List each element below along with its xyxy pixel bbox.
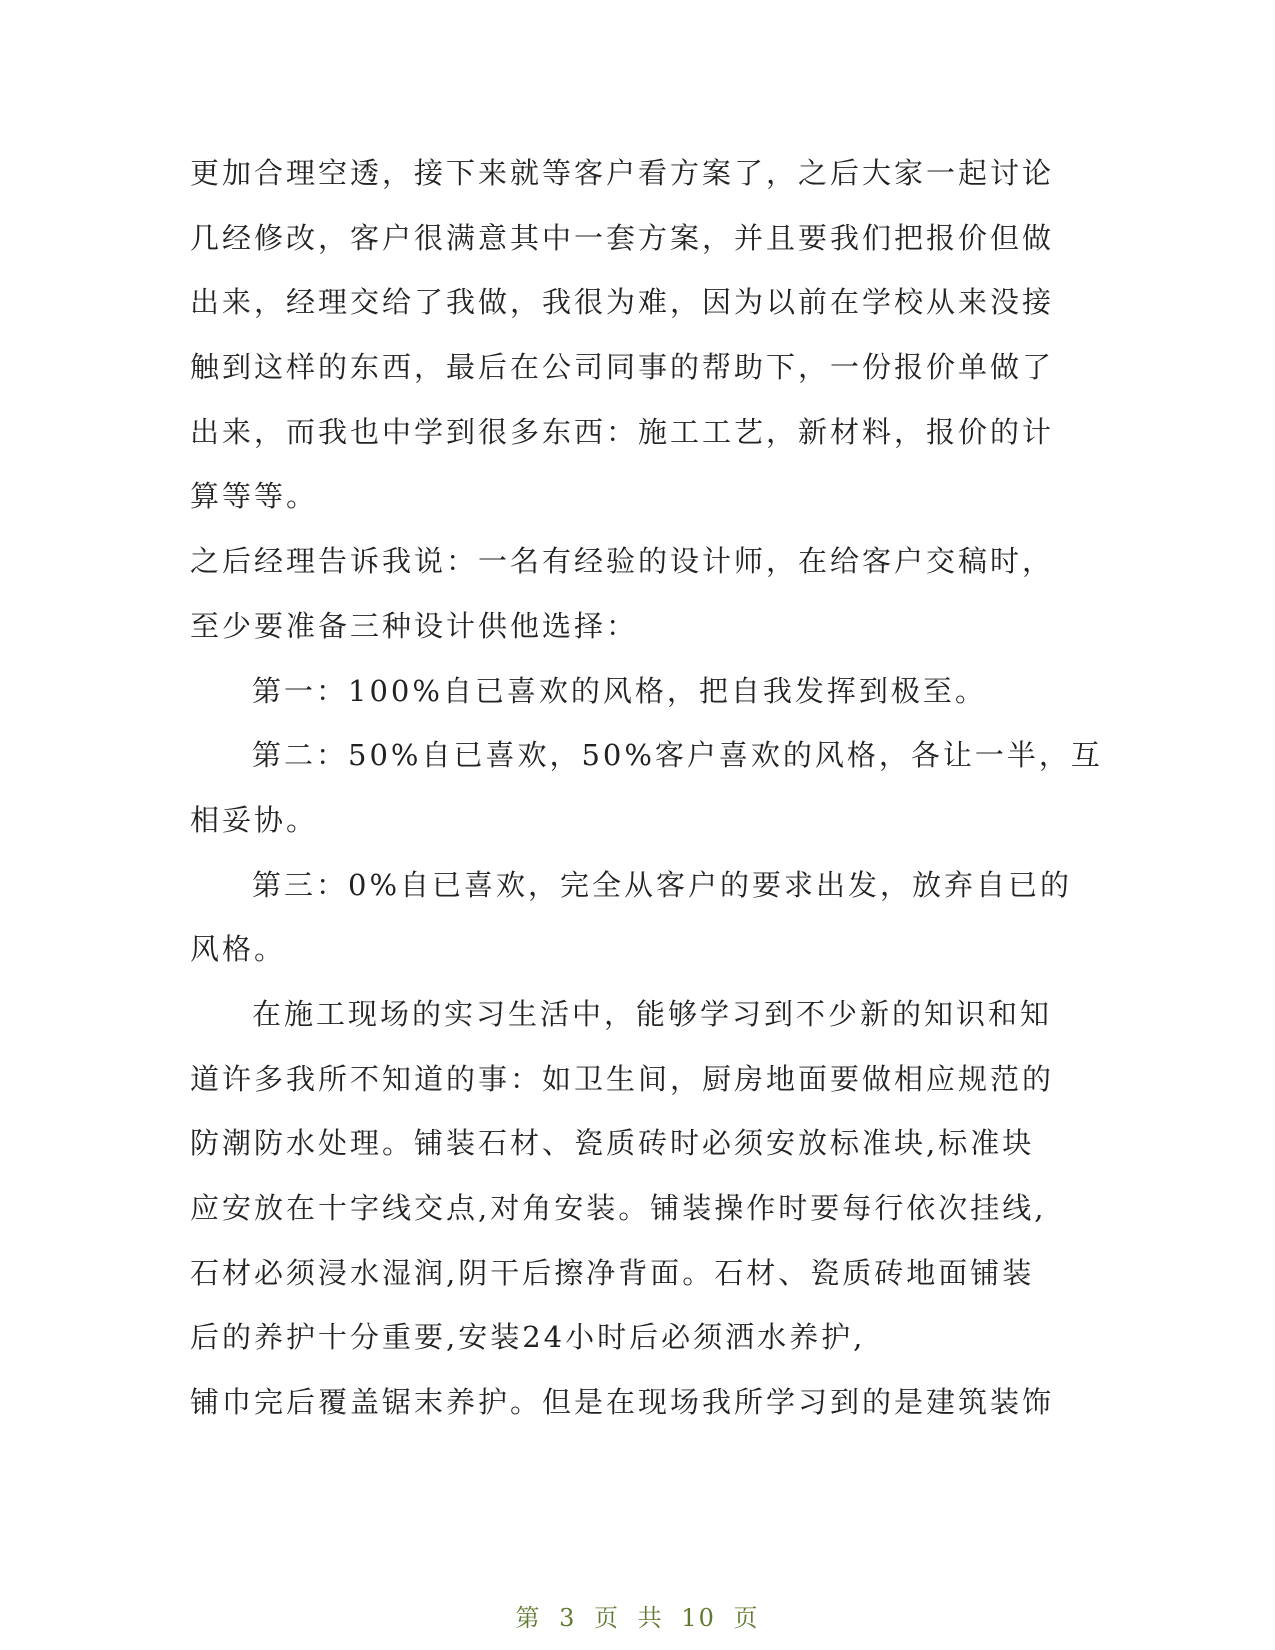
text-line: 出来，而我也中学到很多东西：施工工艺，新材料，报价的计: [190, 414, 1055, 449]
text-line: 在施工现场的实习生活中，能够学习到不少新的知识和知: [252, 996, 1053, 1031]
text-line: 第一：100%自已喜欢的风格，把自我发挥到极至。: [252, 673, 987, 708]
page-number-footer: 第 3 页 共 10 页: [515, 1604, 760, 1632]
body-text: [190, 141, 1103, 1435]
text-line: 后的养护十分重要,安装24小时后必须洒水养护,: [190, 1320, 866, 1355]
text-line: 至少要准备三种设计供他选择：: [190, 608, 639, 643]
text-line: 风格。: [190, 932, 287, 967]
text-line: 更加合理空透，接下来就等客户看方案了，之后大家一起讨论: [190, 156, 1055, 190]
text-line: 防潮防水处理。铺装石材、瓷质砖时必须安放标准块,标准块: [190, 1126, 1035, 1161]
text-line: 石材必须浸水湿润,阴干后擦净背面。石材、瓷质砖地面铺装: [190, 1255, 1035, 1290]
text-line: 出来，经理交给了我做，我很为难，因为以前在学校从来没接: [190, 285, 1055, 320]
text-line: 触到这样的东西，最后在公司同事的帮助下，一份报价单做了: [190, 350, 1055, 385]
text-line: 相妥协。: [190, 802, 319, 837]
text-line: 第二：50%自已喜欢，50%客户喜欢的风格，各让一半，互: [252, 738, 1103, 773]
text-line: 铺巾完后覆盖锯末养护。但是在现场我所学习到的是建筑装饰: [190, 1385, 1055, 1420]
text-line: 第三：0%自已喜欢，完全从客户的要求出发，放弃自已的: [252, 867, 1073, 902]
text-line: 道许多我所不知道的事：如卫生间，厨房地面要做相应规范的: [190, 1061, 1055, 1096]
text-line: 之后经理告诉我说：一名有经验的设计师，在给客户交稿时，: [190, 544, 1055, 579]
text-line: 算等等。: [190, 479, 319, 514]
text-line: 几经修改，客户很满意其中一套方案，并且要我们把报价但做: [190, 220, 1055, 255]
text-line: 应安放在十字线交点,对角安装。铺装操作时要每行依次挂线,: [190, 1191, 1047, 1225]
